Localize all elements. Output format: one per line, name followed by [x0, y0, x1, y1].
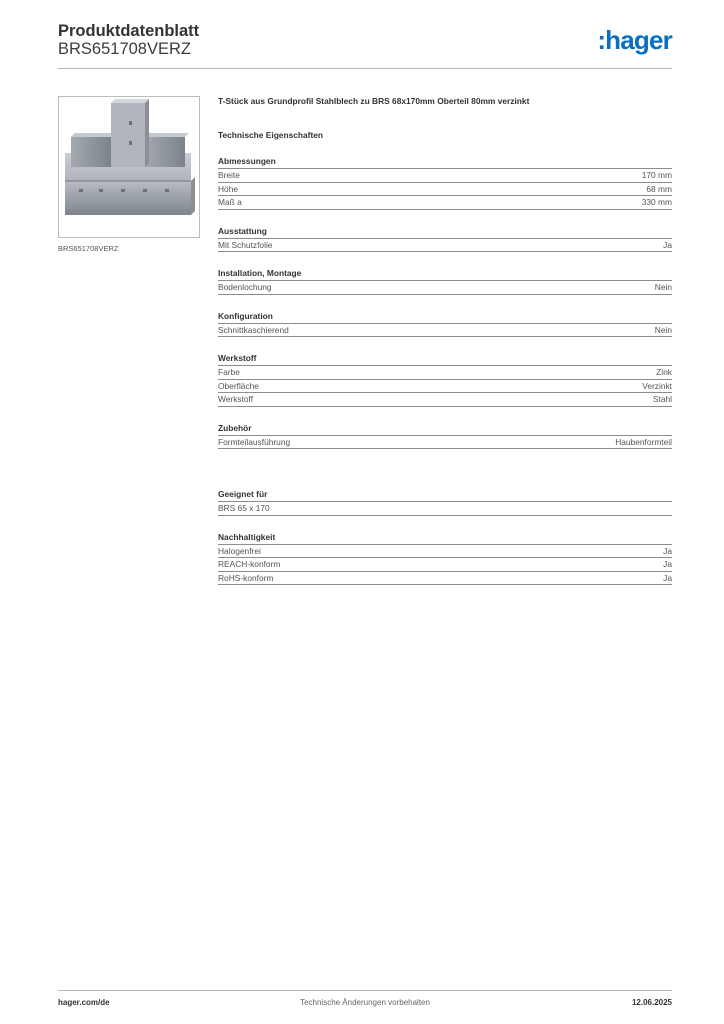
property-value: Ja — [663, 559, 672, 569]
property-value: Verzinkt — [642, 380, 672, 391]
product-image — [58, 96, 200, 238]
property-row — [218, 436, 672, 450]
property-section — [218, 423, 672, 450]
property-value: 330 mm — [641, 197, 672, 207]
property-label: Maß a — [218, 197, 242, 207]
property-sections — [218, 156, 672, 585]
property-value: Zink — [656, 367, 672, 377]
main-content — [218, 96, 672, 585]
property-section — [218, 226, 672, 253]
property-label: Oberfläche — [218, 380, 259, 391]
section-title: Installation, Montage — [218, 268, 672, 281]
hager-logo: :hager — [597, 25, 672, 55]
property-label: Bodenlochung — [218, 282, 272, 292]
property-section — [218, 489, 672, 516]
property-row — [218, 281, 672, 295]
page-header — [58, 22, 672, 70]
property-row — [218, 239, 672, 253]
property-value: Haubenformteil — [615, 436, 672, 447]
property-value: 68 mm — [646, 183, 672, 194]
property-section — [218, 311, 672, 338]
property-row — [218, 183, 672, 197]
footer-divider — [58, 990, 672, 991]
property-row — [218, 324, 672, 338]
property-label: REACH-konform — [218, 559, 281, 569]
footer-website: hager.com/de — [58, 998, 110, 1007]
property-value: Ja — [663, 239, 672, 250]
property-row — [218, 393, 672, 407]
property-value: Stahl — [652, 394, 672, 404]
section-title: Nachhaltigkeit — [218, 532, 672, 545]
section-title: Zubehör — [218, 423, 672, 436]
property-section — [218, 268, 672, 295]
footer-notice: Technische Änderungen vorbehalten — [300, 998, 430, 1007]
footer-date: 12.06.2025 — [631, 998, 672, 1007]
property-value: Ja — [663, 572, 672, 583]
property-label: Werkstoff — [218, 394, 254, 404]
property-label: RoHS-konform — [218, 572, 274, 583]
property-label: Mit Schutzfolie — [218, 239, 273, 250]
property-row — [218, 572, 672, 586]
property-label: Schnittkaschierend — [218, 324, 289, 335]
section-title: Geeignet für — [218, 489, 672, 502]
section-title: Werkstoff — [218, 353, 672, 366]
section-title: Abmessungen — [218, 156, 672, 169]
property-value: 170 mm — [641, 170, 672, 180]
document-title: Produktdatenblatt — [58, 22, 200, 40]
product-code: BRS651708VERZ — [58, 40, 191, 58]
property-value: Nein — [654, 324, 672, 335]
page-footer — [58, 998, 672, 1010]
property-section — [218, 156, 672, 210]
property-value: Nein — [654, 282, 672, 292]
property-row — [218, 196, 672, 210]
property-section — [218, 353, 672, 407]
property-row — [218, 366, 672, 380]
section-title: Konfiguration — [218, 311, 672, 324]
section-title: Ausstattung — [218, 226, 672, 239]
property-label: Höhe — [218, 183, 239, 194]
header-divider — [58, 68, 672, 69]
property-value: Ja — [663, 545, 672, 556]
property-row — [218, 558, 672, 572]
property-row — [218, 169, 672, 183]
product-photo-t-piece-icon — [59, 97, 199, 237]
property-label: Farbe — [218, 367, 240, 377]
technical-properties-heading: Technische Eigenschaften — [218, 130, 324, 140]
image-caption: BRS651708VERZ — [58, 244, 119, 253]
product-title: T-Stück aus Grundprofil Stahlblech zu BRS 68x170mm Oberteil 80mm verzinkt — [218, 96, 530, 106]
property-label: Breite — [218, 170, 240, 180]
property-label: Formteilausführung — [218, 436, 291, 447]
property-label: Halogenfrei — [218, 545, 261, 556]
property-section — [218, 532, 672, 586]
property-label: BRS 65 x 170 — [218, 503, 270, 513]
property-row — [218, 545, 672, 559]
property-row — [218, 380, 672, 394]
property-row — [218, 502, 672, 516]
